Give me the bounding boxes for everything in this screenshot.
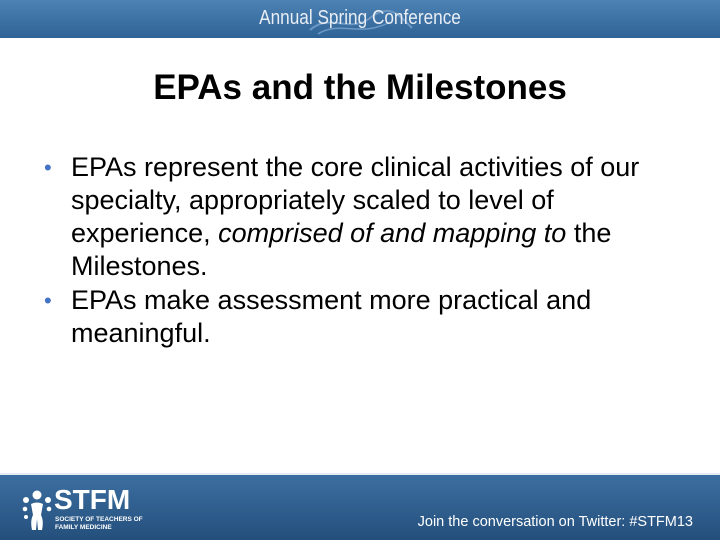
logo-subtitle-line: SOCIETY OF TEACHERS OF xyxy=(55,516,143,523)
twitter-hashtag-text: Join the conversation on Twitter: #STFM13 xyxy=(417,514,693,530)
bullet-dot-icon: • xyxy=(44,155,52,180)
bullet-list xyxy=(44,151,674,351)
bullet-text: EPAs represent the core clinical activities of our specialty, appropriately scaled to level of experience, xyxy=(71,152,640,248)
logo-subtitle-line: FAMILY MEDICINE xyxy=(55,524,112,531)
bullet-text-italic: comprised of and mapping to xyxy=(218,218,567,248)
logo-name: STFM xyxy=(54,484,131,515)
bullet-text: EPAs make assessment more practical and meaningful. xyxy=(71,285,592,348)
conference-header-bar xyxy=(0,0,720,38)
stfm-logo xyxy=(22,486,147,534)
bullet-item xyxy=(44,284,674,350)
bullet-dot-icon: • xyxy=(44,288,52,313)
logo-subtitle xyxy=(55,516,150,532)
bullet-text-end: the Milestones. xyxy=(71,218,612,281)
slide-title: EPAs and the Milestones xyxy=(153,68,567,107)
conference-title: Annual Spring Conference xyxy=(259,7,461,29)
stfm-figure-logo-icon xyxy=(22,488,52,532)
bullet-item xyxy=(44,151,674,283)
